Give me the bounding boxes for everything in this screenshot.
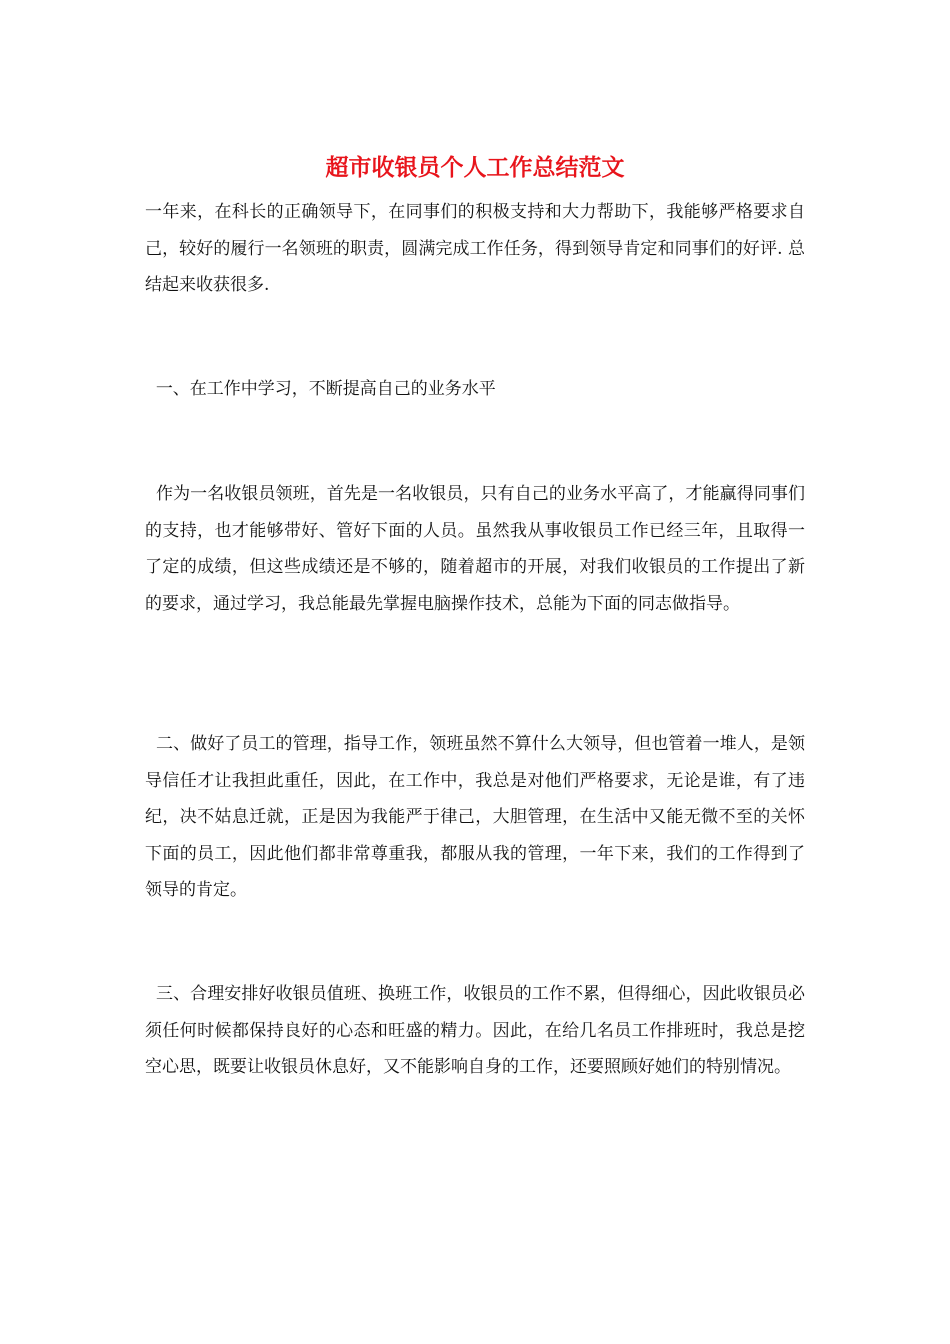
section-paragraph-1: 作为一名收银员领班，首先是一名收银员，只有自己的业务水平高了，才能赢得同事们的支持，也才能够带好、管好下面的人员。虽然我从事收银员工作已经三年，且取得一了定的成绩，但这些成绩还是不够的，随着超市的开展，对我们收银员的工作提出了新的要求，通过学习，我总能最先掌握电脑操作技术，总能为下面的同志做指导。 xyxy=(145,484,806,614)
section-paragraph-2: 二、做好了员工的管理，指导工作，领班虽然不算什么大领导，但也管着一堆人，是领导信任才让我担此重任，因此，在工作中，我总是对他们严格要求，无论是谁，有了违纪，决不姑息迁就，正是因为我能严于律己，大胆管理，在生活中又能无微不至的关怀下面的员工，因此他们都非常尊重我，都服从我的管理，一年下来，我们的工作得到了领导的肯定。 xyxy=(145,734,806,900)
section-paragraph-3: 三、合理安排好收银员值班、换班工作，收银员的工作不累，但得细心，因此收银员必须任何时候都保持良好的心态和旺盛的精力。因此，在给几名员工作排班时，我总是挖空心思，既要让收银员休息好，又不能影响自身的工作，还要照顾好她们的特别情况。 xyxy=(145,984,806,1077)
section-heading-1: 一、在工作中学习，不断提高自己的业务水平 xyxy=(145,379,496,399)
document-title: 超市收银员个人工作总结范文 xyxy=(325,154,625,181)
intro-paragraph: 一年来，在科长的正确领导下，在同事们的积极支持和大力帮助下，我能够严格要求自己，较好的履行一名领班的职责，圆满完成工作任务，得到领导肯定和同事们的好评. 总结起来收获很多. xyxy=(145,202,805,295)
